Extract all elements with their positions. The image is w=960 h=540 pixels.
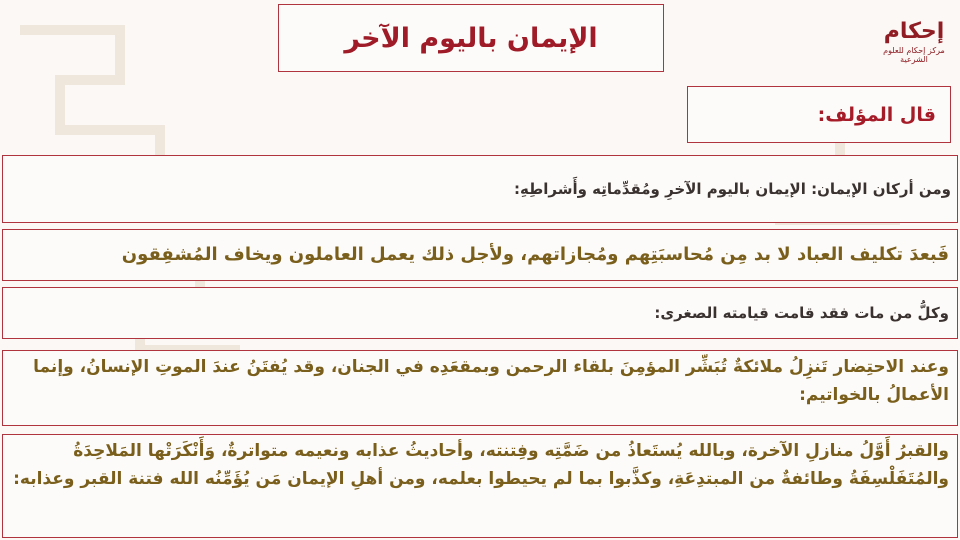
- paragraph-box-1: [2, 155, 958, 223]
- title-box: [278, 4, 664, 72]
- logo-wordmark: إحكام: [883, 19, 945, 44]
- author-label: قال المؤلف:: [817, 103, 936, 126]
- logo: [874, 8, 954, 72]
- paragraph-box-2: [2, 229, 958, 281]
- paragraph-text-3: وكلُّ من مات فقد قامت قيامته الصغرى:: [654, 304, 949, 322]
- paragraph-text-4: وعند الاحتِضار تَنزِلُ ملائكةٌ تُبَشِّر المؤمِنَ بلقاء الرحمن وبمقعَدِه في الجنان، وقد يُفتَنُ عندَ الموتِ الإنسانُ، وإنما الأعمالُ بالخواتيم:: [33, 357, 949, 405]
- slide-title: الإيمان باليوم الآخر: [344, 22, 598, 54]
- paragraph-text-2: فَبعدَ تكليف العباد لا بد مِن مُحاسبَتِهم ومُجازاتهم، ولأجل ذلك يعمل العاملون ويخاف المُشفِقون: [121, 244, 949, 265]
- paragraph-box-5: [2, 434, 958, 538]
- logo-subtitle: مركز إحكام للعلوم الشرعية: [883, 46, 945, 64]
- paragraph-text-1: ومن أركان الإيمان: الإيمان باليوم الآخرِ ومُقدِّماتِه وأَشراطِهِ:: [514, 180, 951, 198]
- paragraph-box-3: [2, 287, 958, 339]
- author-label-box: [687, 86, 951, 143]
- paragraph-box-4: [2, 350, 958, 426]
- paragraph-text-5: والقبرُ أَوَّلُ منازلِ الآخرة، وبالله يُستَعاذُ من ضَمَّتِه وفِتنته، وأحاديثُ عذابه ونعيمه متواترةٌ، وَأَنْكَرَتْها المَلاحِدَةُ والمُتَفَلْسِفَةُ وطائفةٌ من المبتدِعَةِ، وكذَّبوا بما لم يحيطوا بعلمه، ومن أهلِ الإيمان مَن يُؤَمِّنُه الله فتنة القبر وعذابه:: [13, 441, 949, 489]
